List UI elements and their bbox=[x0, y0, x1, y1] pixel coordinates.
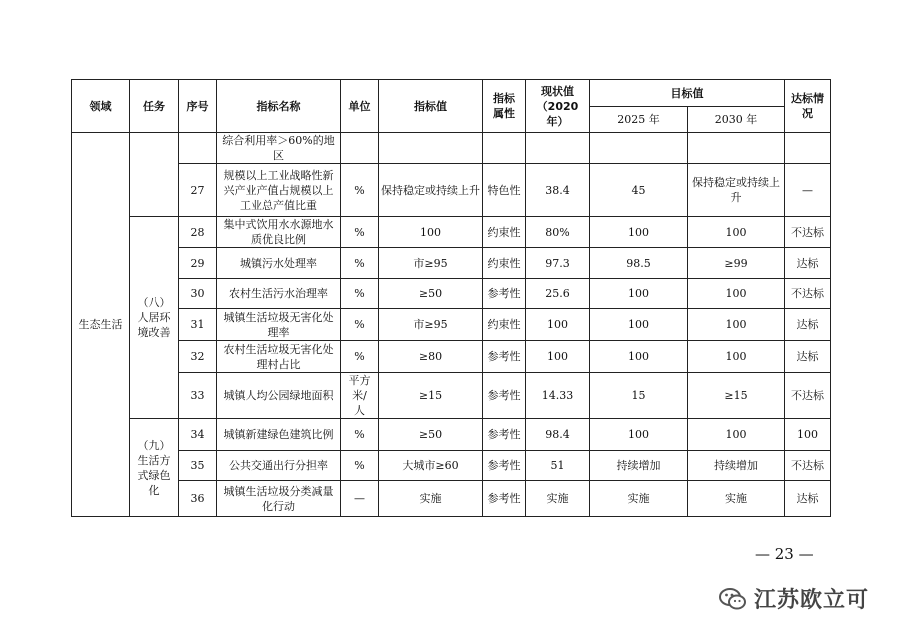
row-attr bbox=[483, 133, 526, 164]
header-target-2030: 2030 年 bbox=[688, 107, 785, 133]
row-t2030: 100 bbox=[688, 309, 785, 341]
header-indicator-name: 指标名称 bbox=[217, 80, 341, 133]
row-seq: 27 bbox=[179, 164, 217, 217]
row-name: 农村生活污水治理率 bbox=[217, 279, 341, 309]
row-status: — bbox=[785, 164, 831, 217]
row-name: 城镇人均公园绿地面积 bbox=[217, 373, 341, 419]
domain-cell: 生态生活 bbox=[72, 133, 130, 517]
row-status: 不达标 bbox=[785, 373, 831, 419]
row-status: 达标 bbox=[785, 341, 831, 373]
row-value: ≥80 bbox=[379, 341, 483, 373]
row-seq: 32 bbox=[179, 341, 217, 373]
row-attr: 参考性 bbox=[483, 451, 526, 481]
task-cell-8: （八）人居环境改善 bbox=[130, 217, 179, 419]
row-attr: 特色性 bbox=[483, 164, 526, 217]
header-domain: 领域 bbox=[72, 80, 130, 133]
row-status bbox=[785, 133, 831, 164]
row-unit: — bbox=[341, 481, 379, 517]
row-t2025: 100 bbox=[590, 309, 688, 341]
header-indicator-value: 指标值 bbox=[379, 80, 483, 133]
row-value: 保持稳定或持续上升 bbox=[379, 164, 483, 217]
row-current bbox=[526, 133, 590, 164]
row-status: 不达标 bbox=[785, 279, 831, 309]
row-name: 城镇污水处理率 bbox=[217, 248, 341, 279]
row-status: 不达标 bbox=[785, 451, 831, 481]
task-cell-9: （九）生活方式绿色化 bbox=[130, 419, 179, 517]
row-attr: 参考性 bbox=[483, 481, 526, 517]
row-name: 城镇生活垃圾分类减量化行动 bbox=[217, 481, 341, 517]
row-status: 达标 bbox=[785, 309, 831, 341]
row-t2025: 98.5 bbox=[590, 248, 688, 279]
row-name: 综合利用率＞60%的地区 bbox=[217, 133, 341, 164]
row-unit: % bbox=[341, 164, 379, 217]
table-row bbox=[72, 481, 831, 517]
row-t2025 bbox=[590, 133, 688, 164]
row-t2025: 15 bbox=[590, 373, 688, 419]
row-t2025: 100 bbox=[590, 419, 688, 451]
header-target-value: 目标值 bbox=[590, 80, 785, 107]
row-attr: 约束性 bbox=[483, 309, 526, 341]
row-current: 97.3 bbox=[526, 248, 590, 279]
row-t2025: 持续增加 bbox=[590, 451, 688, 481]
row-t2030: ≥15 bbox=[688, 373, 785, 419]
row-attr: 参考性 bbox=[483, 373, 526, 419]
row-status: 100 bbox=[785, 419, 831, 451]
watermark bbox=[718, 583, 869, 614]
row-unit: % bbox=[341, 279, 379, 309]
row-t2025: 100 bbox=[590, 341, 688, 373]
row-status: 不达标 bbox=[785, 217, 831, 248]
row-attr: 参考性 bbox=[483, 341, 526, 373]
task-cell-empty bbox=[130, 133, 179, 217]
row-t2030: ≥99 bbox=[688, 248, 785, 279]
row-t2030: 实施 bbox=[688, 481, 785, 517]
row-current: 14.33 bbox=[526, 373, 590, 419]
row-unit: % bbox=[341, 341, 379, 373]
row-attr: 参考性 bbox=[483, 279, 526, 309]
row-seq: 34 bbox=[179, 419, 217, 451]
header-attribute: 指标属性 bbox=[483, 80, 526, 133]
row-value: 大城市≥60 bbox=[379, 451, 483, 481]
table-row bbox=[72, 309, 831, 341]
row-name: 城镇生活垃圾无害化处理率 bbox=[217, 309, 341, 341]
row-unit: % bbox=[341, 217, 379, 248]
row-value: ≥50 bbox=[379, 419, 483, 451]
row-seq: 31 bbox=[179, 309, 217, 341]
row-current: 100 bbox=[526, 309, 590, 341]
row-current: 98.4 bbox=[526, 419, 590, 451]
row-name: 公共交通出行分担率 bbox=[217, 451, 341, 481]
row-value: ≥15 bbox=[379, 373, 483, 419]
table-row bbox=[72, 248, 831, 279]
row-t2030 bbox=[688, 133, 785, 164]
header-task: 任务 bbox=[130, 80, 179, 133]
row-t2030: 保持稳定或持续上升 bbox=[688, 164, 785, 217]
row-attr: 参考性 bbox=[483, 419, 526, 451]
row-seq: 33 bbox=[179, 373, 217, 419]
table-row bbox=[72, 373, 831, 419]
row-value: 市≥95 bbox=[379, 248, 483, 279]
row-t2025: 100 bbox=[590, 279, 688, 309]
row-seq: 28 bbox=[179, 217, 217, 248]
row-t2030: 持续增加 bbox=[688, 451, 785, 481]
row-name: 城镇新建绿色建筑比例 bbox=[217, 419, 341, 451]
table-row bbox=[72, 279, 831, 309]
row-current: 25.6 bbox=[526, 279, 590, 309]
row-seq: 36 bbox=[179, 481, 217, 517]
row-value: 市≥95 bbox=[379, 309, 483, 341]
wechat-icon bbox=[718, 586, 748, 612]
row-value: 100 bbox=[379, 217, 483, 248]
table-row bbox=[72, 133, 831, 164]
row-status: 达标 bbox=[785, 248, 831, 279]
header-unit: 单位 bbox=[341, 80, 379, 133]
row-t2025: 100 bbox=[590, 217, 688, 248]
row-unit: % bbox=[341, 451, 379, 481]
table-row bbox=[72, 164, 831, 217]
row-t2025: 实施 bbox=[590, 481, 688, 517]
table-row bbox=[72, 419, 831, 451]
row-name: 集中式饮用水水源地水质优良比例 bbox=[217, 217, 341, 248]
row-t2030: 100 bbox=[688, 217, 785, 248]
page-number: — 23 — bbox=[755, 545, 814, 563]
row-unit: % bbox=[341, 419, 379, 451]
row-current: 38.4 bbox=[526, 164, 590, 217]
row-value: ≥50 bbox=[379, 279, 483, 309]
header-status: 达标情况 bbox=[785, 80, 831, 133]
row-seq bbox=[179, 133, 217, 164]
row-current: 100 bbox=[526, 341, 590, 373]
row-name: 农村生活垃圾无害化处理村占比 bbox=[217, 341, 341, 373]
row-t2030: 100 bbox=[688, 279, 785, 309]
row-seq: 30 bbox=[179, 279, 217, 309]
row-t2030: 100 bbox=[688, 341, 785, 373]
row-name: 规模以上工业战略性新兴产业产值占规模以上工业总产值比重 bbox=[217, 164, 341, 217]
row-seq: 29 bbox=[179, 248, 217, 279]
row-attr: 约束性 bbox=[483, 217, 526, 248]
header-current-value: 现状值（2020年） bbox=[526, 80, 590, 133]
row-value: 实施 bbox=[379, 481, 483, 517]
header-target-2025: 2025 年 bbox=[590, 107, 688, 133]
table-row bbox=[72, 341, 831, 373]
row-unit: 平方米/人 bbox=[341, 373, 379, 419]
row-current: 实施 bbox=[526, 481, 590, 517]
watermark-text: 江苏欧立可 bbox=[754, 588, 870, 613]
row-unit: % bbox=[341, 248, 379, 279]
row-attr: 约束性 bbox=[483, 248, 526, 279]
header-seq: 序号 bbox=[179, 80, 217, 133]
indicator-table-container bbox=[71, 79, 830, 517]
row-value bbox=[379, 133, 483, 164]
row-seq: 35 bbox=[179, 451, 217, 481]
row-current: 80% bbox=[526, 217, 590, 248]
row-t2030: 100 bbox=[688, 419, 785, 451]
row-unit bbox=[341, 133, 379, 164]
row-status: 达标 bbox=[785, 481, 831, 517]
table-row bbox=[72, 217, 831, 248]
row-current: 51 bbox=[526, 451, 590, 481]
row-t2025: 45 bbox=[590, 164, 688, 217]
indicator-table bbox=[71, 79, 831, 517]
table-row bbox=[72, 451, 831, 481]
row-unit: % bbox=[341, 309, 379, 341]
